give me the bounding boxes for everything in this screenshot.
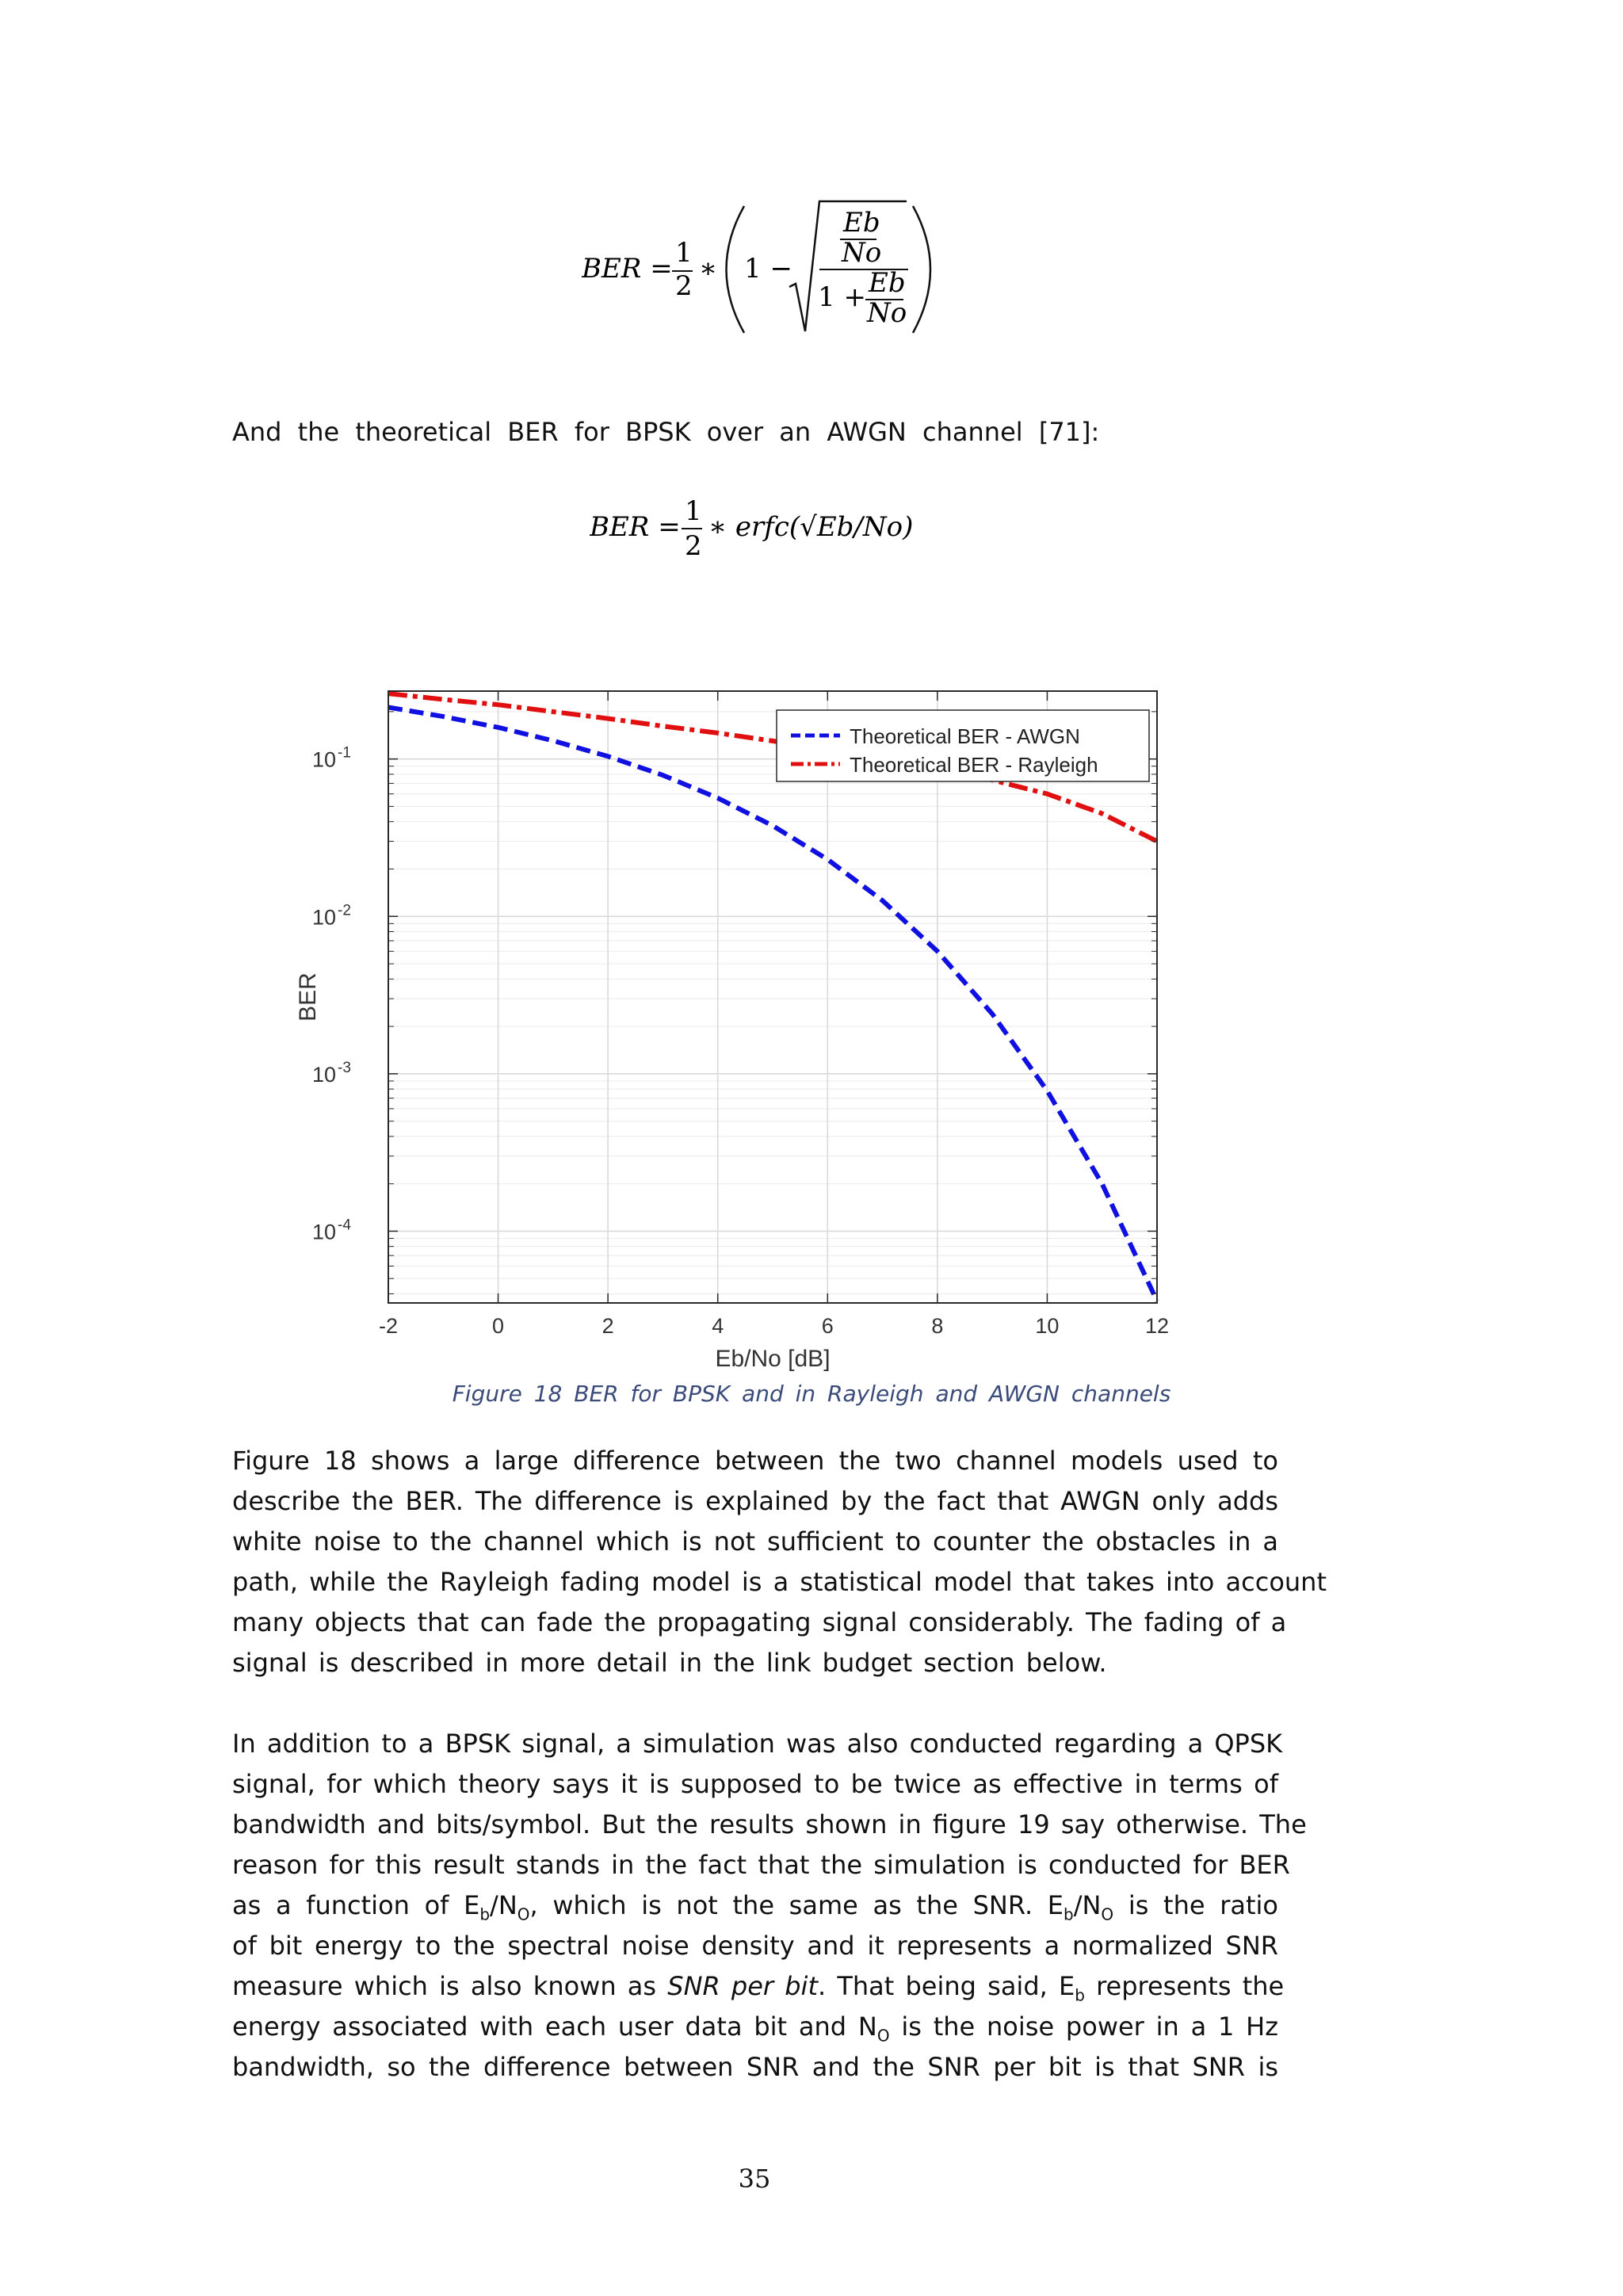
equation-rayleigh-ber — [582, 198, 938, 341]
p1-line: white noise to the channel which is not sufficient to counter the obstacles in a — [232, 1526, 1278, 1557]
eq2-lhs: BER = — [590, 511, 681, 543]
paragraph-2 — [232, 1724, 1307, 2088]
x-tick-label: 8 — [931, 1314, 944, 1338]
p2-line: reason for this result stands in the fact that the simulation is conducted for BER — [232, 1850, 1290, 1880]
eq1-one-minus: 1 − — [744, 253, 792, 285]
p1-line: signal is described in more detail in the link budget section below. — [232, 1648, 1107, 1678]
x-tick-label: -2 — [378, 1314, 399, 1338]
x-tick-label: 0 — [492, 1314, 505, 1338]
y-tick-label: 10 -4 — [311, 1217, 351, 1244]
eq2-half-den: 2 — [685, 530, 702, 562]
p2-line: energy associated with each user data bit and $N_O$ is the noise power in a 1 Hz — [232, 2011, 1278, 2046]
eq2-rhs: ∗ erfc(√Eb/No) — [708, 511, 914, 543]
eq1-lhs: BER = — [582, 253, 673, 285]
legend-label-awgn: Theoretical BER - AWGN — [850, 724, 1080, 748]
intro-text: And the theoretical BER for BPSK over an AWGN channel [71]: — [232, 417, 1100, 447]
plot-area — [388, 691, 1157, 1303]
eq1-no-bottom: No — [867, 297, 907, 329]
p2-line: bandwidth, so the difference between SNR and the SNR per bit is that SNR is — [232, 2052, 1278, 2082]
ber-chart — [285, 680, 1189, 1377]
eq1-star: ∗ — [699, 253, 718, 285]
eq2-half-num: 1 — [685, 495, 702, 527]
legend-label-rayleigh: Theoretical BER - Rayleigh — [850, 753, 1098, 777]
x-tick-labels — [379, 1314, 1169, 1338]
eq1-no-top: No — [842, 237, 882, 269]
x-axis-label: Eb/No [dB] — [715, 1346, 831, 1372]
x-tick-label: 10 — [1035, 1314, 1060, 1338]
eq1-half-den: 2 — [675, 270, 693, 302]
eq1-eb-bottom: Eb — [869, 267, 906, 299]
p1-line: many objects that can fade the propagating signal considerably. The fading of a — [232, 1607, 1287, 1637]
x-tick-label: 6 — [821, 1314, 834, 1338]
p1-line: path, while the Rayleigh fading model is a statistical model that takes into account — [232, 1567, 1327, 1597]
p2-line: signal, for which theory says it is supposed to be twice as effective in terms of — [232, 1769, 1278, 1799]
page-number: 35 — [738, 2164, 771, 2194]
legend — [777, 710, 1149, 781]
y-tick-label: 10 -2 — [311, 902, 351, 930]
p2-line: measure which is also known as SNR per bit. That being said, $E_b$ represents the — [232, 1971, 1285, 2005]
eq1-one-plus: 1 + — [818, 281, 866, 313]
p2-line: bandwidth and bits/symbol. But the results shown in figure 19 say otherwise. The — [232, 1809, 1307, 1839]
p1-line: Figure 18 shows a large difference between the two channel models used to — [232, 1446, 1278, 1476]
equation-awgn-ber — [590, 485, 938, 564]
p2-line: In addition to a BPSK signal, a simulation was also conducted regarding a QPSK — [232, 1729, 1283, 1759]
x-tick-label: 12 — [1144, 1314, 1170, 1338]
p1-line: describe the BER. The difference is explained by the fact that AWGN only adds — [232, 1486, 1278, 1516]
y-axis-label: BER — [295, 972, 321, 1022]
eq1-half-num: 1 — [675, 237, 693, 269]
y-tick-label: 10 -3 — [311, 1059, 351, 1087]
y-tick-label: 10 -1 — [311, 744, 351, 772]
p2-line: as a function of $E_b/N_O$, which is not the same as the SNR. $E_b/N_O$ is the ratio — [232, 1890, 1279, 1924]
p2-line: of bit energy to the spectral noise density and it represents a normalized SNR — [232, 1931, 1278, 1961]
paragraph-1 — [232, 1441, 1327, 1683]
x-tick-label: 4 — [712, 1314, 724, 1338]
figure-caption: Figure 18 BER for BPSK and in Rayleigh and AWGN channels — [452, 1381, 1171, 1407]
eq1-eb-top: Eb — [843, 207, 880, 239]
x-tick-label: 2 — [601, 1314, 614, 1338]
